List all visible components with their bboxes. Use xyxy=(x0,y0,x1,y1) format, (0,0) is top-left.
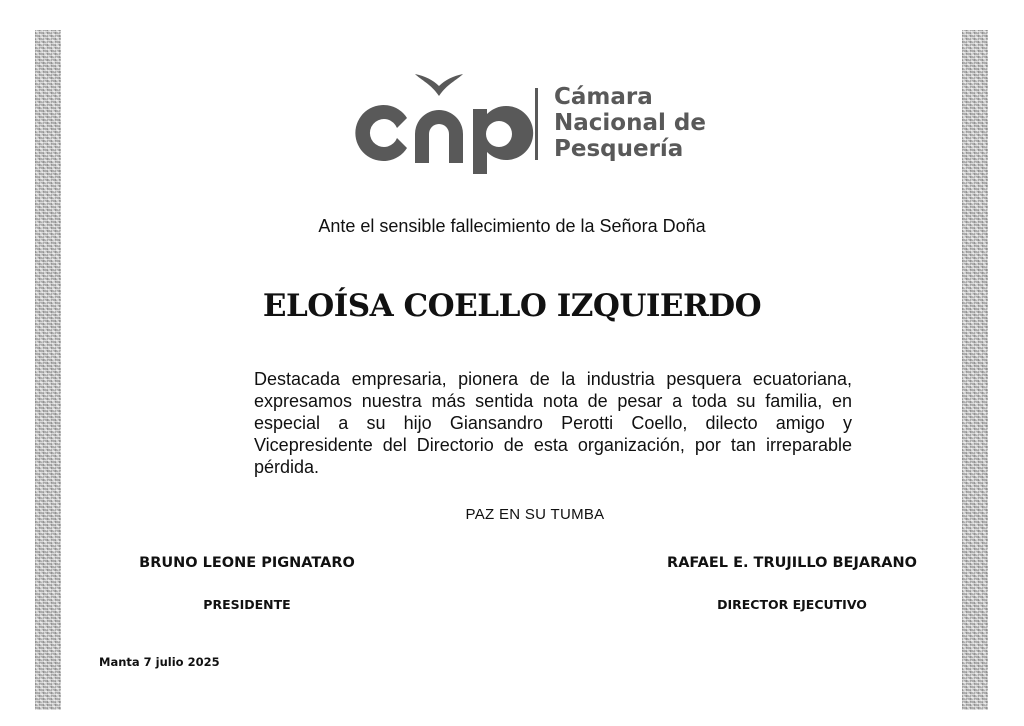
org-name-line-3: Pesquería xyxy=(554,136,684,162)
notice-body: Destacada empresaria, pionera de la industria pesquera ecuatoriana, expresamos nuestra más sentida nota de pesar a toda su familia, en especial a su hijo Giansandro Perotti Coello, dilecto amigo y Vicepresidente del Directorio de esta organización, por tan irreparable pérdida. xyxy=(254,369,852,477)
org-name-line-1: Cámara xyxy=(554,84,653,110)
deceased-name: ELOÍSA COELLO IZQUIERDO xyxy=(262,288,762,324)
place-date: Manta 7 julio 2025 xyxy=(99,655,220,669)
notice-intro: Ante el sensible fallecimiento de la Señora Doña xyxy=(318,216,706,236)
org-name xyxy=(554,84,706,162)
signatory-role-president: PRESIDENTE xyxy=(203,597,291,612)
org-name-line-2: Nacional de xyxy=(554,110,706,136)
cnp-logo-mark xyxy=(355,66,550,178)
closing-text: PAZ EN SU TUMBA xyxy=(465,506,605,523)
decorative-border-left xyxy=(35,30,61,710)
signatory-name-director: RAFAEL E. TRUJILLO BEJARANO xyxy=(667,555,917,571)
decorative-border-right xyxy=(962,30,988,710)
signatory-name-president: BRUNO LEONE PIGNATARO xyxy=(139,555,355,571)
signatory-role-director: DIRECTOR EJECUTIVO xyxy=(717,597,867,612)
cnp-logo xyxy=(355,66,715,178)
